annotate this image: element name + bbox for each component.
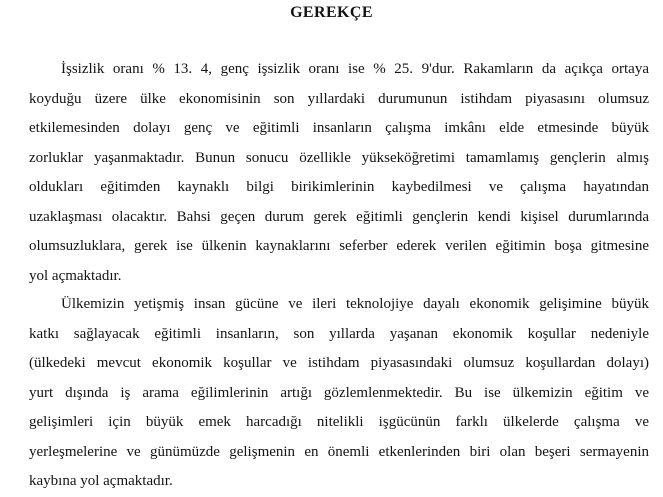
text-line: kaybına yol açmaktadır.: [29, 473, 173, 489]
text-line: uzaklaşması olacaktır. Bahsi geçen durum gerek eğitimli gençlerin kendi kişisel durumlarında: [29, 208, 649, 225]
text-line: yurt dışında iş arama eğilimlerinin artığı gözlemlenmektedir. Bu ise ülkemizin eğitim ve: [29, 384, 649, 401]
text-line: olumsuzluklara, gerek ise ülkenin kaynaklarını seferber ederek verilen eğitimin boşa gitmesine: [29, 238, 649, 254]
text-line: katkı sağlayacak eğitimli insanların, son yıllarda yaşanan ekonomik koşullar nedeniyle: [29, 325, 649, 342]
text-line: zorluklar yaşanmaktadır. Bunun sonucu özellikle yükseköğretimi tamamlamış gençlerin almış: [29, 149, 649, 166]
document-title: GEREKÇE: [290, 4, 373, 21]
text-line: gelişimleri için büyük emek harcadığı nitelikli işgücünün farklı ülkelerde çalışma ve: [29, 414, 649, 430]
text-line: (ülkedeki mevcut ekonomik koşullar ve istihdam piyasasındaki olumsuz koşullardan dolayı): [29, 355, 649, 371]
text-line: yerleşmelerine ve günümüzde gelişmenin en önemli etkenlerinden biri olan beşeri sermayenin: [29, 443, 649, 460]
paragraph-unemployment: [29, 55, 649, 291]
text-line: yol açmaktadır.: [29, 267, 122, 284]
text-line: koyduğu üzere ülke ekonomisinin son yıllardaki durumunun istihdam piyasasını olumsuz: [29, 90, 649, 107]
text-line: oldukları eğitimden kaynaklı bilgi birikimlerinin kaybedilmesi ve çalışma hayatından: [29, 179, 649, 195]
text-line: Ülkemizin yetişmiş insan gücüne ve ileri teknolojiye dayalı ekonomik gelişimine büyük: [61, 296, 649, 312]
paragraph-brain-drain: [29, 290, 649, 497]
text-line: etkilemesinden dolayı genç ve eğitimli insanların çalışma imkânı elde etmesinde büyük: [29, 120, 649, 136]
text-line: İşsizlik oranı % 13. 4, genç işsizlik oranı ise % 25. 9'dur. Rakamların da açıkça ortaya: [61, 61, 649, 77]
